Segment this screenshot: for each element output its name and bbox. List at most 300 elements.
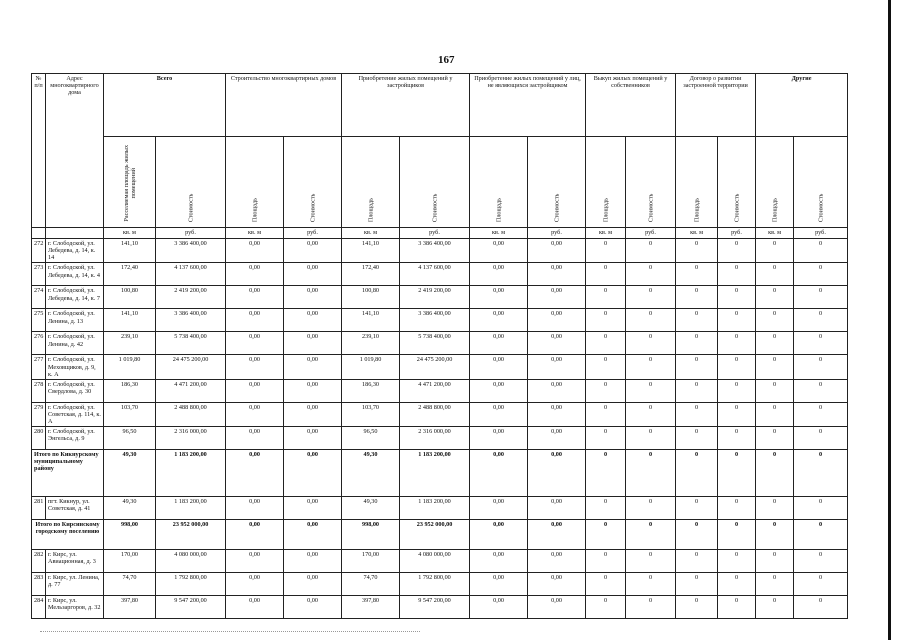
subcol-label: Стоимость xyxy=(552,193,560,222)
value-cell: 0,00 xyxy=(226,286,284,309)
value-cell: 239,10 xyxy=(342,332,400,355)
value-cell: 0 xyxy=(794,355,848,379)
value-cell: 0,00 xyxy=(528,286,586,309)
value-cell: 0,00 xyxy=(226,450,284,497)
value-cell: 0 xyxy=(718,402,756,426)
value-cell: 0,00 xyxy=(226,596,284,619)
row-number: 280 xyxy=(32,427,46,450)
value-cell: 0 xyxy=(586,497,626,520)
value-cell: 0,00 xyxy=(284,427,342,450)
table-row xyxy=(32,309,848,332)
value-cell: 0 xyxy=(676,573,718,596)
row-address: г. Слободской, ул. Свердлова, д. 30 xyxy=(46,379,104,402)
value-cell: 0 xyxy=(676,596,718,619)
value-cell: 0,00 xyxy=(470,263,528,286)
table-row xyxy=(32,263,848,286)
value-cell: 0,00 xyxy=(284,497,342,520)
value-cell: 2 316 000,00 xyxy=(400,427,470,450)
value-cell: 0 xyxy=(676,309,718,332)
value-cell: 0 xyxy=(718,355,756,379)
value-cell: 397,80 xyxy=(342,596,400,619)
value-cell: 172,40 xyxy=(342,263,400,286)
value-cell: 4 137 600,00 xyxy=(156,263,226,286)
value-cell: 0 xyxy=(586,355,626,379)
value-cell: 3 386 400,00 xyxy=(400,309,470,332)
value-cell: 0 xyxy=(626,402,676,426)
value-cell: 0,00 xyxy=(528,402,586,426)
value-cell: 0,00 xyxy=(470,402,528,426)
value-cell: 0 xyxy=(794,497,848,520)
group-header-purchase-non-developers: Приобретение жилых помещений у лиц, не являющихся застройщиком xyxy=(470,74,586,137)
value-cell: 0 xyxy=(626,332,676,355)
row-number: 277 xyxy=(32,355,46,379)
value-cell: 0 xyxy=(718,497,756,520)
value-cell: 0 xyxy=(718,309,756,332)
value-cell: 0 xyxy=(676,450,718,497)
value-cell: 2 488 800,00 xyxy=(400,402,470,426)
value-cell: 100,80 xyxy=(104,286,156,309)
subcol-header xyxy=(756,137,794,228)
value-cell: 2 488 800,00 xyxy=(156,402,226,426)
value-cell: 0 xyxy=(626,355,676,379)
row-address: г. Кирс, ул. Мельзаргоров, д. 32 xyxy=(46,596,104,619)
unit-cell: руб. xyxy=(156,228,226,239)
value-cell: 0 xyxy=(676,332,718,355)
unit-cell: руб. xyxy=(794,228,848,239)
value-cell: 998,00 xyxy=(342,520,400,550)
value-cell: 0,00 xyxy=(470,573,528,596)
subcol-header xyxy=(528,137,586,228)
value-cell: 0 xyxy=(718,596,756,619)
value-cell: 4 137 600,00 xyxy=(400,263,470,286)
value-cell: 0 xyxy=(794,596,848,619)
row-address: г. Слободской, ул. Меховщиков, д. 9, к. А xyxy=(46,355,104,379)
value-cell: 0,00 xyxy=(470,239,528,263)
value-cell: 0 xyxy=(626,286,676,309)
unit-cell: руб. xyxy=(626,228,676,239)
value-cell: 1 183 200,00 xyxy=(400,497,470,520)
row-number: 276 xyxy=(32,332,46,355)
unit-cell: руб. xyxy=(284,228,342,239)
value-cell: 0,00 xyxy=(226,379,284,402)
value-cell: 0 xyxy=(676,497,718,520)
value-cell: 0,00 xyxy=(284,402,342,426)
value-cell: 0,00 xyxy=(528,379,586,402)
value-cell: 0 xyxy=(718,286,756,309)
value-cell: 0 xyxy=(718,520,756,550)
value-cell: 0,00 xyxy=(284,332,342,355)
subcol-label: Стоимость xyxy=(732,193,740,222)
row-number: 282 xyxy=(32,550,46,573)
value-cell: 141,10 xyxy=(342,239,400,263)
value-cell: 0 xyxy=(756,309,794,332)
value-cell: 74,70 xyxy=(104,573,156,596)
value-cell: 0,00 xyxy=(528,309,586,332)
table-row xyxy=(32,550,848,573)
value-cell: 0,00 xyxy=(470,379,528,402)
value-cell: 0 xyxy=(586,450,626,497)
total-row xyxy=(32,450,848,497)
subcol-header xyxy=(156,137,226,228)
value-cell: 0 xyxy=(626,263,676,286)
value-cell: 96,50 xyxy=(342,427,400,450)
value-cell: 0,00 xyxy=(226,263,284,286)
value-cell: 23 952 000,00 xyxy=(156,520,226,550)
value-cell: 141,10 xyxy=(104,239,156,263)
subcol-label: Площадь xyxy=(366,197,374,222)
value-cell: 49,30 xyxy=(342,497,400,520)
subcol-header xyxy=(226,137,284,228)
group-header-total: Всего xyxy=(104,74,226,137)
subcol-header xyxy=(718,137,756,228)
value-cell: 0 xyxy=(794,286,848,309)
col-address-header: Адрес многоквартирного дома xyxy=(46,74,104,228)
row-number: 281 xyxy=(32,497,46,520)
unit-cell: руб. xyxy=(718,228,756,239)
value-cell: 24 475 200,00 xyxy=(156,355,226,379)
value-cell: 3 386 400,00 xyxy=(156,309,226,332)
unit-cell: кв. м xyxy=(342,228,400,239)
subcol-label: Стоимость xyxy=(186,193,194,222)
value-cell: 0,00 xyxy=(284,520,342,550)
subcol-label: Стоимость xyxy=(646,193,654,222)
subcol-header xyxy=(470,137,528,228)
unit-blank xyxy=(32,228,46,239)
value-cell: 0 xyxy=(626,573,676,596)
value-cell: 1 792 800,00 xyxy=(156,573,226,596)
value-cell: 186,30 xyxy=(342,379,400,402)
value-cell: 0 xyxy=(586,427,626,450)
value-cell: 0 xyxy=(626,450,676,497)
value-cell: 0,00 xyxy=(528,550,586,573)
unit-cell: кв. м xyxy=(756,228,794,239)
value-cell: 0 xyxy=(676,355,718,379)
value-cell: 0,00 xyxy=(528,355,586,379)
value-cell: 0 xyxy=(586,286,626,309)
value-cell: 0,00 xyxy=(470,286,528,309)
row-address: г. Слободской, ул. Энгельса, д. 9 xyxy=(46,427,104,450)
table-row xyxy=(32,596,848,619)
value-cell: 0,00 xyxy=(528,573,586,596)
value-cell: 0 xyxy=(794,332,848,355)
value-cell: 9 547 200,00 xyxy=(156,596,226,619)
value-cell: 0 xyxy=(718,550,756,573)
value-cell: 0,00 xyxy=(470,596,528,619)
row-address: г. Слободской, ул. Лебедева, д. 14, к. 14 xyxy=(46,239,104,263)
value-cell: 23 952 000,00 xyxy=(400,520,470,550)
value-cell: 0 xyxy=(586,332,626,355)
value-cell: 5 738 400,00 xyxy=(156,332,226,355)
value-cell: 4 471 200,00 xyxy=(400,379,470,402)
value-cell: 0 xyxy=(626,596,676,619)
value-cell: 24 475 200,00 xyxy=(400,355,470,379)
value-cell: 0 xyxy=(718,450,756,497)
value-cell: 0 xyxy=(756,263,794,286)
value-cell: 0,00 xyxy=(470,520,528,550)
value-cell: 0,00 xyxy=(528,520,586,550)
value-cell: 1 019,80 xyxy=(104,355,156,379)
value-cell: 0 xyxy=(676,550,718,573)
value-cell: 0 xyxy=(676,286,718,309)
row-number: 273 xyxy=(32,263,46,286)
page-edge-bar xyxy=(888,0,891,640)
value-cell: 0,00 xyxy=(470,427,528,450)
value-cell: 0 xyxy=(586,520,626,550)
value-cell: 0,00 xyxy=(226,520,284,550)
value-cell: 0 xyxy=(794,379,848,402)
value-cell: 0,00 xyxy=(470,355,528,379)
value-cell: 0,00 xyxy=(284,450,342,497)
value-cell: 0 xyxy=(626,550,676,573)
value-cell: 0,00 xyxy=(470,497,528,520)
value-cell: 49,30 xyxy=(342,450,400,497)
unit-cell: руб. xyxy=(400,228,470,239)
value-cell: 0 xyxy=(626,497,676,520)
value-cell: 5 738 400,00 xyxy=(400,332,470,355)
row-address: г. Слободской, ул. Ленина, д. 13 xyxy=(46,309,104,332)
subcol-label: Площадь xyxy=(494,197,502,222)
subcol-header xyxy=(284,137,342,228)
row-number: 283 xyxy=(32,573,46,596)
page-number: 167 xyxy=(438,54,455,66)
value-cell: 1 183 200,00 xyxy=(400,450,470,497)
value-cell: 0 xyxy=(718,379,756,402)
value-cell: 103,70 xyxy=(104,402,156,426)
value-cell: 0 xyxy=(794,520,848,550)
unit-cell: кв. м xyxy=(470,228,528,239)
value-cell: 0 xyxy=(794,450,848,497)
value-cell: 96,50 xyxy=(104,427,156,450)
value-cell: 0,00 xyxy=(284,239,342,263)
value-cell: 0,00 xyxy=(528,497,586,520)
value-cell: 0 xyxy=(676,263,718,286)
row-number: 274 xyxy=(32,286,46,309)
row-address: г. Кирс, ул. Авиационная, д. 3 xyxy=(46,550,104,573)
value-cell: 0,00 xyxy=(284,286,342,309)
value-cell: 0 xyxy=(626,427,676,450)
table-row xyxy=(32,427,848,450)
group-header-other: Другие xyxy=(756,74,848,137)
value-cell: 0 xyxy=(626,239,676,263)
subcol-header xyxy=(104,137,156,228)
value-cell: 2 419 200,00 xyxy=(400,286,470,309)
value-cell: 0 xyxy=(586,309,626,332)
value-cell: 0 xyxy=(586,402,626,426)
subcol-header xyxy=(626,137,676,228)
value-cell: 170,00 xyxy=(342,550,400,573)
value-cell: 0 xyxy=(718,263,756,286)
housing-table xyxy=(31,73,848,619)
value-cell: 0,00 xyxy=(528,239,586,263)
table-row xyxy=(32,402,848,426)
value-cell: 0 xyxy=(756,520,794,550)
unit-cell: кв. м xyxy=(586,228,626,239)
value-cell: 0 xyxy=(676,402,718,426)
table-row xyxy=(32,379,848,402)
value-cell: 397,80 xyxy=(104,596,156,619)
value-cell: 3 386 400,00 xyxy=(400,239,470,263)
subcol-header xyxy=(586,137,626,228)
value-cell: 0 xyxy=(586,379,626,402)
value-cell: 0 xyxy=(756,239,794,263)
value-cell: 0,00 xyxy=(284,263,342,286)
value-cell: 0 xyxy=(756,286,794,309)
value-cell: 0 xyxy=(794,263,848,286)
subcol-header xyxy=(794,137,848,228)
value-cell: 0,00 xyxy=(226,355,284,379)
row-number: 278 xyxy=(32,379,46,402)
value-cell: 0 xyxy=(756,573,794,596)
value-cell: 2 419 200,00 xyxy=(156,286,226,309)
subcol-header xyxy=(400,137,470,228)
value-cell: 0,00 xyxy=(226,427,284,450)
row-number: 284 xyxy=(32,596,46,619)
value-cell: 4 080 000,00 xyxy=(156,550,226,573)
value-cell: 1 183 200,00 xyxy=(156,450,226,497)
value-cell: 141,10 xyxy=(104,309,156,332)
value-cell: 0 xyxy=(586,263,626,286)
value-cell: 0 xyxy=(756,450,794,497)
value-cell: 4 471 200,00 xyxy=(156,379,226,402)
total-label: Итого по Кикнурскому муниципальному району xyxy=(32,450,104,497)
value-cell: 0 xyxy=(794,573,848,596)
value-cell: 0 xyxy=(794,309,848,332)
value-cell: 0,00 xyxy=(284,596,342,619)
value-cell: 0 xyxy=(794,427,848,450)
value-cell: 0 xyxy=(626,379,676,402)
value-cell: 0,00 xyxy=(528,263,586,286)
value-cell: 0,00 xyxy=(284,355,342,379)
value-cell: 998,00 xyxy=(104,520,156,550)
value-cell: 0 xyxy=(676,379,718,402)
value-cell: 170,00 xyxy=(104,550,156,573)
value-cell: 0 xyxy=(794,550,848,573)
value-cell: 0,00 xyxy=(470,309,528,332)
value-cell: 9 547 200,00 xyxy=(400,596,470,619)
unit-cell: руб. xyxy=(528,228,586,239)
value-cell: 0 xyxy=(626,309,676,332)
group-header-buyout: Выкуп жилых помещений у собственников xyxy=(586,74,676,137)
table-row xyxy=(32,355,848,379)
table-row xyxy=(32,497,848,520)
row-address: г. Слободской, ул. Ленина, д. 42 xyxy=(46,332,104,355)
value-cell: 172,40 xyxy=(104,263,156,286)
value-cell: 0 xyxy=(756,402,794,426)
value-cell: 49,30 xyxy=(104,450,156,497)
value-cell: 0,00 xyxy=(528,427,586,450)
value-cell: 0,00 xyxy=(284,309,342,332)
value-cell: 0 xyxy=(586,550,626,573)
value-cell: 0 xyxy=(756,355,794,379)
value-cell: 0 xyxy=(586,239,626,263)
subcol-label: Площадь xyxy=(601,197,609,222)
value-cell: 0 xyxy=(756,332,794,355)
value-cell: 3 386 400,00 xyxy=(156,239,226,263)
col-num-header: № п/п xyxy=(32,74,46,228)
value-cell: 0,00 xyxy=(226,573,284,596)
unit-cell: кв. м xyxy=(226,228,284,239)
row-number: 275 xyxy=(32,309,46,332)
value-cell: 0 xyxy=(676,520,718,550)
row-number: 272 xyxy=(32,239,46,263)
row-address: г. Кирс, ул. Ленина, д. 77 xyxy=(46,573,104,596)
value-cell: 4 080 000,00 xyxy=(400,550,470,573)
subcol-label: Площадь xyxy=(692,197,700,222)
value-cell: 0 xyxy=(718,332,756,355)
value-cell: 74,70 xyxy=(342,573,400,596)
subcol-label: Стоимость xyxy=(430,193,438,222)
value-cell: 1 183 200,00 xyxy=(156,497,226,520)
value-cell: 0,00 xyxy=(226,332,284,355)
value-cell: 1 019,80 xyxy=(342,355,400,379)
value-cell: 0,00 xyxy=(226,550,284,573)
subcol-label: Площадь xyxy=(770,197,778,222)
table-row xyxy=(32,332,848,355)
subcol-label: Стоимость xyxy=(816,193,824,222)
row-number: 279 xyxy=(32,402,46,426)
value-cell: 0 xyxy=(676,427,718,450)
value-cell: 0 xyxy=(718,427,756,450)
value-cell: 0,00 xyxy=(226,309,284,332)
value-cell: 0 xyxy=(756,550,794,573)
table-row xyxy=(32,286,848,309)
value-cell: 103,70 xyxy=(342,402,400,426)
value-cell: 0,00 xyxy=(226,497,284,520)
value-cell: 0 xyxy=(756,596,794,619)
subcol-header xyxy=(676,137,718,228)
value-cell: 0 xyxy=(794,239,848,263)
unit-cell: кв. м xyxy=(104,228,156,239)
value-cell: 239,10 xyxy=(104,332,156,355)
unit-blank xyxy=(46,228,104,239)
subcol-header xyxy=(342,137,400,228)
value-cell: 0 xyxy=(756,379,794,402)
value-cell: 2 316 000,00 xyxy=(156,427,226,450)
value-cell: 0 xyxy=(586,596,626,619)
subcol-label: Расселяемая площадь жилых помещений xyxy=(122,144,137,222)
value-cell: 0,00 xyxy=(226,239,284,263)
group-header-development-contract: Договор о развитии застроенной территории xyxy=(676,74,756,137)
value-cell: 0,00 xyxy=(528,332,586,355)
subcol-label: Стоимость xyxy=(308,193,316,222)
row-address: г. Слободской, ул. Советская, д. 114, к. А xyxy=(46,402,104,426)
row-address: г. Слободской, ул. Лебедева, д. 14, к. 7 xyxy=(46,286,104,309)
value-cell: 0 xyxy=(586,573,626,596)
group-header-purchase-developers: Приобретение жилых помещений у застройщиков xyxy=(342,74,470,137)
value-cell: 0 xyxy=(756,427,794,450)
value-cell: 0 xyxy=(718,239,756,263)
subcol-label: Площадь xyxy=(250,197,258,222)
value-cell: 0,00 xyxy=(284,379,342,402)
value-cell: 0,00 xyxy=(470,332,528,355)
value-cell: 49,30 xyxy=(104,497,156,520)
total-label: Итого по Кирсинскому городскому поселению xyxy=(32,520,104,550)
value-cell: 0,00 xyxy=(528,450,586,497)
value-cell: 0 xyxy=(794,402,848,426)
value-cell: 0,00 xyxy=(284,550,342,573)
value-cell: 0,00 xyxy=(528,596,586,619)
value-cell: 1 792 800,00 xyxy=(400,573,470,596)
value-cell: 0,00 xyxy=(470,450,528,497)
value-cell: 0 xyxy=(718,573,756,596)
table-row xyxy=(32,239,848,263)
total-row xyxy=(32,520,848,550)
value-cell: 186,30 xyxy=(104,379,156,402)
value-cell: 100,80 xyxy=(342,286,400,309)
unit-cell: кв. м xyxy=(676,228,718,239)
group-header-construction: Строительство многоквартирных домов xyxy=(226,74,342,137)
value-cell: 0 xyxy=(676,239,718,263)
